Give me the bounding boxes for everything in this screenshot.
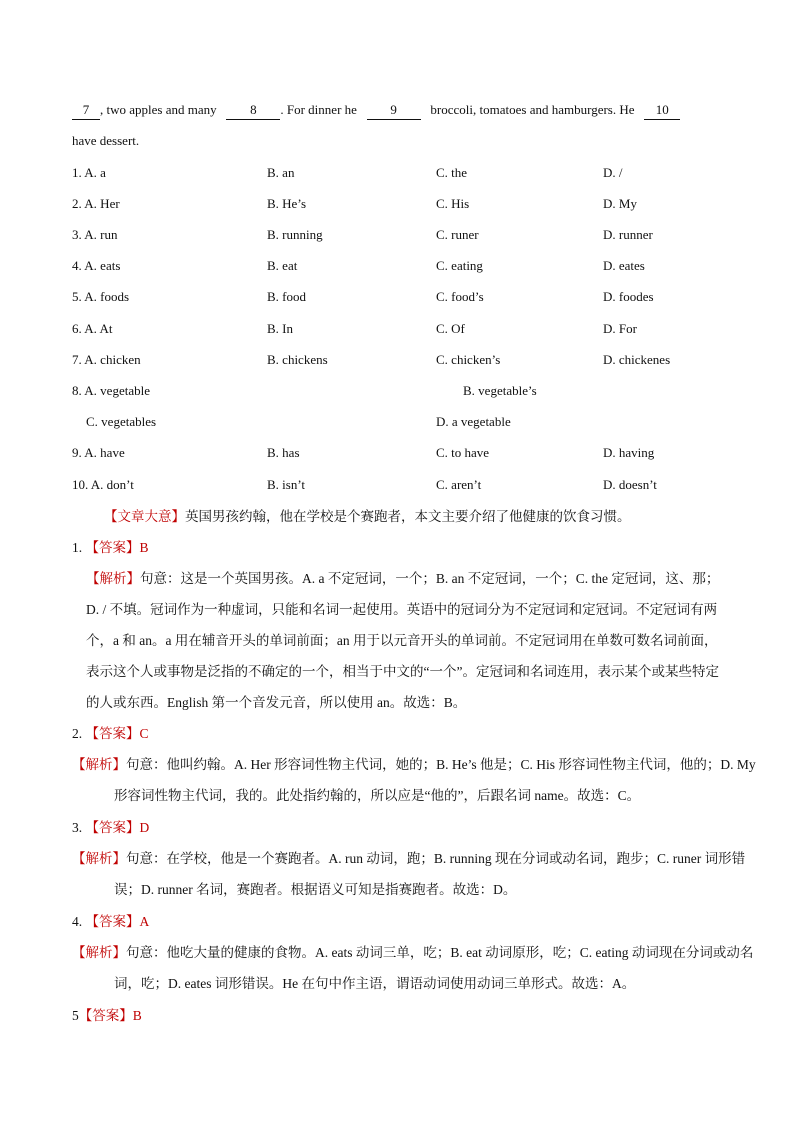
question-9-option-b: B. has <box>267 445 300 460</box>
explanation-4 <box>72 937 764 999</box>
question-7-option-a: 7. A. chicken <box>72 352 141 367</box>
question-6-option-d: D. For <box>603 321 637 336</box>
question-2-option-a: 2. A. Her <box>72 196 120 211</box>
question-1-option-c: C. the <box>436 165 468 180</box>
answer-tag: 【答案】 <box>85 820 140 835</box>
answer-3: 3. 【答案】D <box>72 820 150 835</box>
question-10-option-a: 10. A. don’t <box>72 477 134 492</box>
question-10-option-b: B. isn’t <box>267 477 306 492</box>
answer-tag: 【答案】 <box>85 726 140 741</box>
question-4-option-a: 4. A. eats <box>72 258 121 273</box>
question-7-option-c: C. chicken’s <box>436 352 501 367</box>
question-9-option-c: C. to have <box>436 445 490 460</box>
explanation-2 <box>72 749 764 811</box>
question-5-option-a: 5. A. foods <box>72 289 130 304</box>
question-6-option-a: 6. A. At <box>72 321 113 336</box>
question-9-option-a: 9. A. have <box>72 445 125 460</box>
question-3-option-b: B. running <box>267 227 323 242</box>
answer-value: B <box>132 1008 142 1023</box>
question-3-option-d: D. runner <box>603 227 653 242</box>
passage-line-2: have dessert. <box>72 133 140 148</box>
question-8-option-a: 8. A. vegetable <box>72 383 150 398</box>
question-6-option-c: C. Of <box>436 321 465 336</box>
question-2-option-d: D. My <box>603 196 637 211</box>
passage-line-1 <box>72 101 680 120</box>
question-7-option-d: D. chickenes <box>603 352 671 367</box>
explanation-text: 句意：他吃大量的健康的食物。A. eats 动词三单，吃；B. eat 动词原形，吃；C. eating 动词现在分词或动名词，吃；D. eates 词形错误。He 在句中作主语，谓语动词使用动词三单形式。故选：A。 <box>114 945 754 991</box>
answer-value: D <box>139 820 150 835</box>
blank-8: 8 <box>226 101 280 120</box>
question-8-option-b: B. vegetable’s <box>463 383 537 398</box>
summary-tag: 【文章大意】 <box>104 509 185 524</box>
answer-2: 2. 【答案】C <box>72 726 149 741</box>
passage-seg-1: , two apples and many <box>100 102 217 117</box>
summary <box>104 501 744 532</box>
question-4-option-d: D. eates <box>603 258 645 273</box>
question-3-option-a: 3. A. run <box>72 227 118 242</box>
question-7-option-b: B. chickens <box>267 352 328 367</box>
answer-tag: 【答案】 <box>85 914 140 929</box>
question-10-option-d: D. doesn’t <box>603 477 657 492</box>
blank-7: 7 <box>72 101 100 120</box>
answer-tag: 【答案】 <box>85 540 140 555</box>
passage-seg-3: broccoli, tomatoes and hamburgers. He <box>430 102 635 117</box>
answer-tag: 【答案】 <box>78 1008 133 1023</box>
explanation-text: 句意：这是一个英国男孩。A. a 不定冠词，一个；B. an 不定冠词，一个；C. the 定冠词，这、那；D. / 不填。冠词作为一种虚词，只能和名词一起使用。英语中的冠词分为不定冠词和定冠词。不定冠词有两个，a 和 an。a 用在辅音开头的单词前面；an 用于以元音开头的单词前。不定冠词用在单数可数名词前面，表示这个人或事物是泛指的不确定的一个，相当于中文的“一个”。定冠词和名词连用，表示某个或某些特定的人或东西。English 第一个音发元音，所以使用 an。故选：B。 <box>86 571 720 710</box>
question-8-option-c: C. vegetables <box>86 414 157 429</box>
question-5-option-d: D. foodes <box>603 289 654 304</box>
explanation-tag: 【解析】 <box>72 945 126 960</box>
question-9-option-d: D. having <box>603 445 655 460</box>
question-1-option-b: B. an <box>267 165 295 180</box>
answer-4: 4. 【答案】A <box>72 914 150 929</box>
question-3-option-c: C. runer <box>436 227 479 242</box>
explanation-text: 句意：在学校，他是一个赛跑者。A. run 动词，跑；B. running 现在分词或动名词，跑步；C. runer 词形错误；D. runner 名词，赛跑者。根据语义可知是指赛跑者。故选：D。 <box>114 851 746 897</box>
explanation-tag: 【解析】 <box>72 851 126 866</box>
question-2-option-c: C. His <box>436 196 470 211</box>
blank-10: 10 <box>644 101 680 120</box>
question-6-option-b: B. In <box>267 321 293 336</box>
summary-text: 英国男孩约翰，他在学校是个赛跑者，本文主要介绍了他健康的饮食习惯。 <box>185 509 631 524</box>
answer-1: 1. 【答案】B <box>72 540 149 555</box>
explanation-3 <box>72 843 764 905</box>
explanation-1 <box>86 563 722 718</box>
question-4-option-b: B. eat <box>267 258 298 273</box>
question-8-option-d: D. a vegetable <box>436 414 511 429</box>
question-1-option-d: D. / <box>603 165 623 180</box>
question-2-option-b: B. He’s <box>267 196 306 211</box>
blank-9: 9 <box>367 101 421 120</box>
explanation-text: 句意：他叫约翰。A. Her 形容词性物主代词，她的；B. He’s 他是；C. His 形容词性物主代词，他的；D. My 形容词性物主代词，我的。此处指约翰的，所以应是“他的”，后跟名词 name。故选：C。 <box>114 757 756 803</box>
answer-value: A <box>139 914 150 929</box>
question-1-option-a: 1. A. a <box>72 165 106 180</box>
question-5-option-c: C. food’s <box>436 289 484 304</box>
question-5-option-b: B. food <box>267 289 306 304</box>
answer-5: 5【答案】B <box>72 1008 142 1023</box>
explanation-tag: 【解析】 <box>86 571 140 586</box>
answer-value: C <box>139 726 149 741</box>
explanation-tag: 【解析】 <box>72 757 126 772</box>
question-10-option-c: C. aren’t <box>436 477 482 492</box>
question-4-option-c: C. eating <box>436 258 483 273</box>
answer-value: B <box>139 540 149 555</box>
passage-seg-2: . For dinner he <box>280 102 357 117</box>
